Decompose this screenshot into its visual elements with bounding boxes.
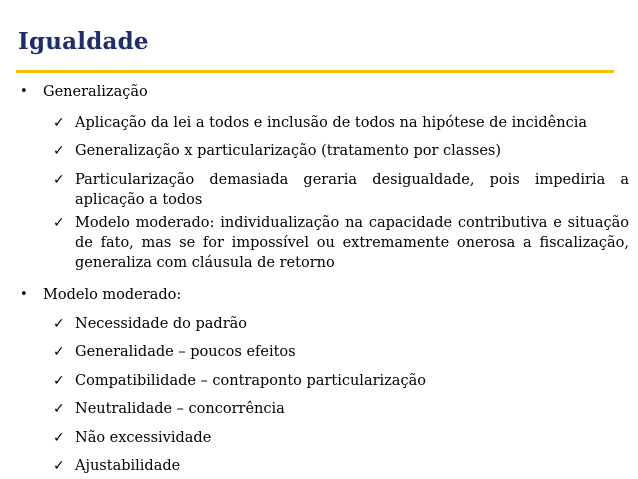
title-underline-rule: [16, 70, 614, 73]
check-item-text: Particularização demasiada geraria desigualdade, pois impediria a aplicação a todos: [75, 172, 629, 208]
checkmark-icon: ✓: [53, 401, 65, 417]
check-item-text: Aplicação da lei a todos e inclusão de todos na hipótese de incidência: [75, 115, 587, 131]
bullet-label: Generalização: [43, 84, 148, 100]
checkmark-icon: ✓: [53, 115, 65, 131]
checkmark-icon: ✓: [53, 344, 65, 360]
check-item-text: Compatibilidade – contraponto particularização: [75, 373, 426, 389]
bullet-label: Modelo moderado:: [43, 287, 182, 303]
bullet-dot-icon: •: [20, 287, 28, 302]
check-item-text: Neutralidade – concorrência: [75, 401, 285, 417]
check-item-text: Necessidade do padrão: [75, 316, 248, 332]
check-item-text: Generalidade – poucos efeitos: [75, 344, 296, 360]
check-item-text: Modelo moderado: individualização na capacidade contributiva e situação de fato, mas se for impossível ou extremamente onerosa a fiscalização, generaliza com cláusula de retorno: [75, 215, 629, 271]
checkmark-icon: ✓: [53, 143, 65, 159]
checkmark-icon: ✓: [53, 215, 65, 231]
checkmark-icon: ✓: [53, 430, 65, 446]
check-item-text: Não excessividade: [75, 430, 212, 446]
bullet-dot-icon: •: [20, 84, 28, 99]
check-item-text: Generalização x particularização (tratamento por classes): [75, 143, 502, 159]
slide-title: Igualdade: [18, 28, 149, 55]
checkmark-icon: ✓: [53, 458, 65, 474]
check-item-text: Ajustabilidade: [75, 458, 181, 474]
checkmark-icon: ✓: [53, 316, 65, 332]
checkmark-icon: ✓: [53, 373, 65, 389]
checkmark-icon: ✓: [53, 172, 65, 188]
